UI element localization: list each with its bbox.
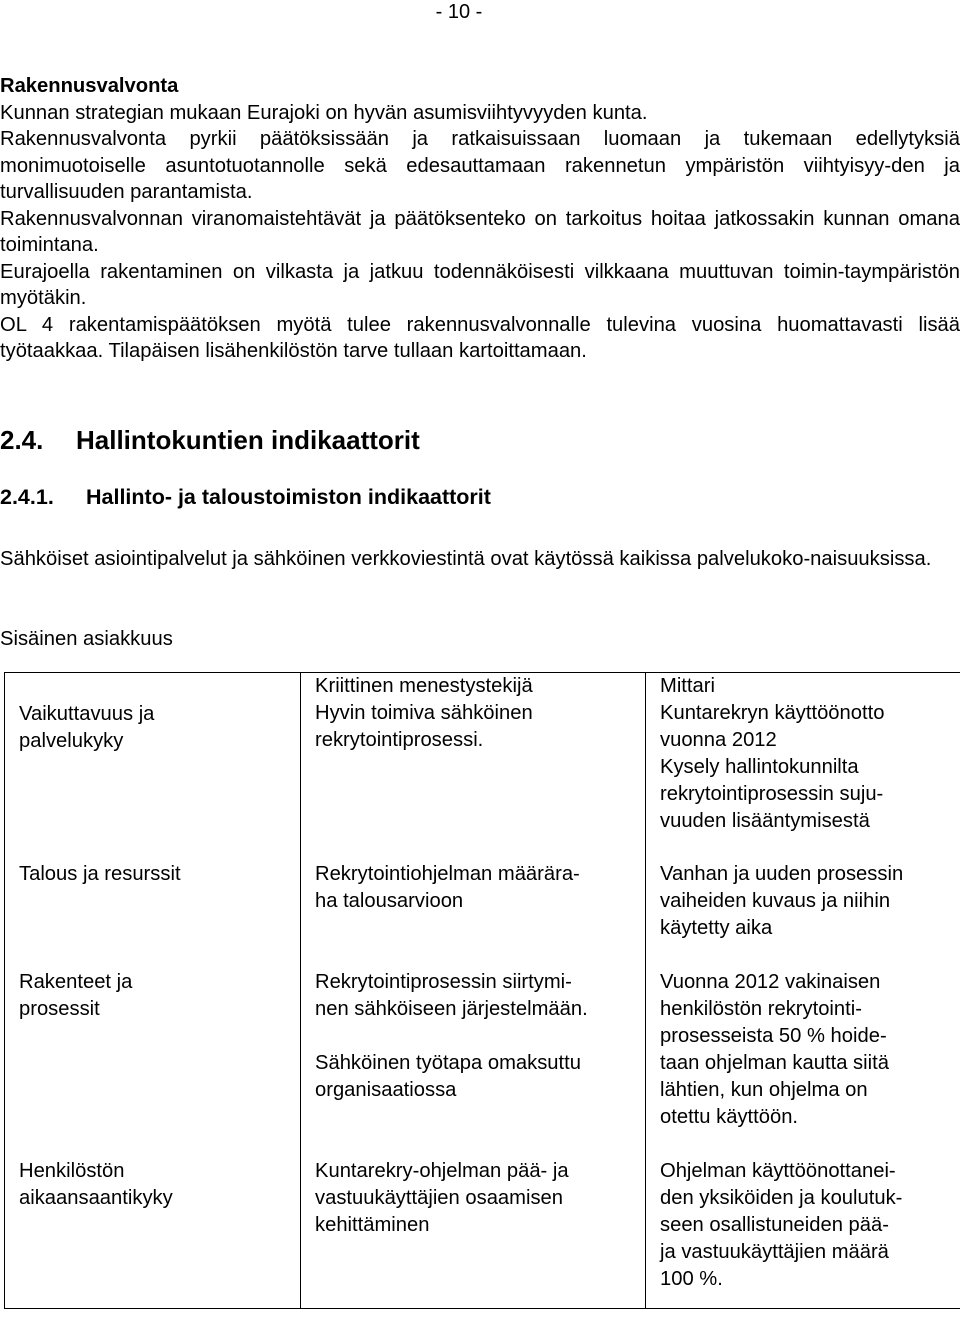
perspective-text: Henkilöstön aikaansaantikyky	[19, 1160, 173, 1209]
metric-text: Vanhan ja uuden prosessin vaiheiden kuvaus ja niihin käytetty aika	[660, 863, 904, 939]
success-factor-cell	[301, 861, 646, 969]
table-row	[5, 673, 960, 862]
heading-1-text: Hallintokuntien indikaattorit	[76, 425, 420, 455]
heading-2-number: 2.4.1.	[0, 485, 54, 509]
page-number: - 10 -	[435, 1, 483, 23]
metric-cell	[646, 1158, 960, 1309]
table-row	[5, 969, 960, 1158]
heading-1-number: 2.4.	[0, 425, 44, 455]
success-factor-text: Kuntarekry-ohjelman pää- ja vastuukäyttäjien osaamisen kehittäminen	[315, 1160, 569, 1236]
perspective-cell	[5, 673, 301, 862]
metric-cell	[646, 673, 960, 862]
section-title: Rakennusvalvonta	[0, 75, 179, 97]
paragraph-3: Rakennusvalvonnan viranomaistehtävät ja päätöksenteko on tarkoitus hoitaa jatkossakin kunnan omana toimintana.	[0, 207, 960, 256]
heading-admin-indicators	[0, 482, 491, 512]
perspective-cell	[5, 1158, 301, 1309]
heading-2-text: Hallinto- ja taloustoimiston indikaattorit	[86, 485, 491, 509]
success-factor-cell	[301, 1158, 646, 1309]
metric-text: Mittari Kuntarekryn käyttöönotto vuonna 2012 Kysely hallintokunnilta rekrytointiprosessin suju- vuuden lisääntymisestä	[660, 675, 885, 832]
metric-text: Vuonna 2012 vakinaisen henkilöstön rekrytointi- prosesseista 50 % hoide- taan ohjelman kautta siitä lähtien, kun ohjelma on otettu käyttöön.	[660, 971, 889, 1128]
subheading-internal-customers: Sisäinen asiakkuus	[0, 628, 173, 650]
success-factor-cell	[301, 969, 646, 1158]
success-factor-cell	[301, 673, 646, 862]
perspective-cell	[5, 969, 301, 1158]
metric-cell	[646, 861, 960, 969]
success-factor-text: Rekrytointiohjelman määrära- ha talousarvioon	[315, 863, 580, 912]
table-row	[5, 1158, 960, 1309]
paragraph-4: Eurajoella rakentaminen on vilkasta ja jatkuu todennäköisesti vilkkaana muuttuvan toimin-taympäristön myötäkin.	[0, 260, 960, 309]
indicator-table	[4, 672, 960, 1309]
perspective-text: Rakenteet ja prosessit	[19, 971, 133, 1020]
perspective-cell	[5, 861, 301, 969]
paragraph-1: Kunnan strategian mukaan Eurajoki on hyvän asumisviihtyvyyden kunta.	[0, 101, 648, 124]
rakennusvalvonta-section	[0, 73, 960, 365]
metric-cell	[646, 969, 960, 1158]
table-row	[5, 861, 960, 969]
success-factor-text: Rekrytointiprosessin siirtymi- nen sähköiseen järjestelmään. Sähköinen työtapa omaksuttu organisaatiossa	[315, 971, 588, 1101]
perspective-text: Talous ja resurssit	[19, 863, 181, 885]
paragraph-5: OL 4 rakentamispäätöksen myötä tulee rakennusvalvonnalle tulevina vuosina huomattavasti lisää työtaakkaa. Tilapäisen lisähenkilöstön tarve tullaan kartoittamaan.	[0, 313, 960, 362]
success-factor-text: Kriittinen menestystekijä Hyvin toimiva sähköinen rekrytointiprosessi.	[315, 675, 533, 751]
paragraph-2: Rakennusvalvonta pyrkii päätöksissään ja ratkaisuissaan luomaan ja tukemaan edellytyksiä monimuotoiselle asuntotuotannolle sekä edesauttamaan rakennetun ympäristön viihtyisyy-den ja turvallisuuden parantamista.	[0, 128, 960, 203]
metric-text: Ohjelman käyttöönottanei- den yksiköiden ja koulutuk- seen osallistuneiden pää- ja vastuukäyttäjien määrä 100 %.	[660, 1160, 903, 1290]
perspective-text: Vaikuttavuus ja palvelukyky	[19, 703, 155, 752]
intro-paragraph: Sähköiset asiointipalvelut ja sähköinen verkkoviestintä ovat käytössä kaikissa palvelukoko-naisuuksissa.	[0, 548, 932, 570]
heading-indicators	[0, 423, 420, 457]
